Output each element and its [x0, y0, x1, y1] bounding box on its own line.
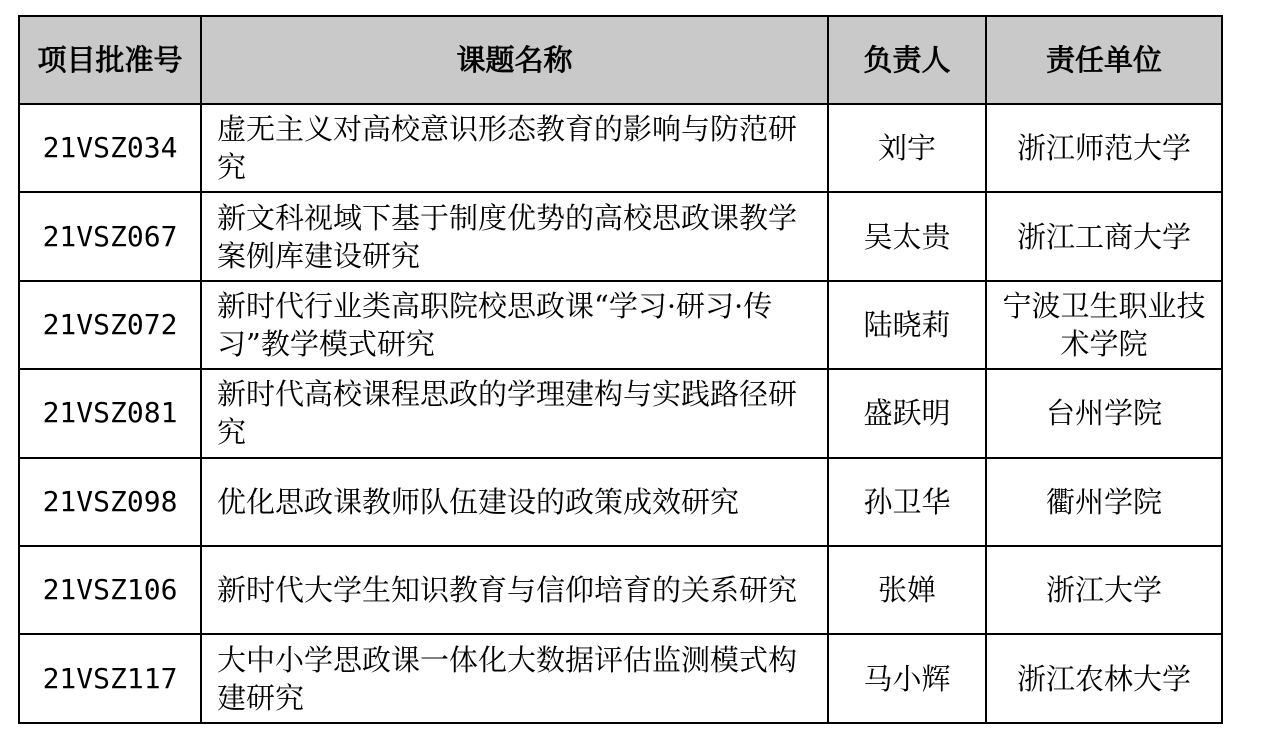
cell-unit: 浙江农林大学: [986, 634, 1222, 722]
cell-topic: 大中小学思政课一体化大数据评估监测模式构建研究: [201, 634, 828, 722]
cell-unit: 浙江工商大学: [986, 192, 1222, 280]
cell-person: 张婵: [828, 546, 986, 634]
project-table-container: [18, 15, 1223, 724]
cell-person: 马小辉: [828, 634, 986, 722]
cell-unit: 台州学院: [986, 369, 1222, 457]
cell-topic: 新时代行业类高职院校思政课“学习·研习·传习”教学模式研究: [201, 281, 828, 369]
table-row: [19, 104, 1222, 192]
cell-project-id: 21VSZ067: [19, 192, 201, 280]
cell-person: 孙卫华: [828, 458, 986, 546]
cell-topic: 优化思政课教师队伍建设的政策成效研究: [201, 458, 828, 546]
header-unit: 责任单位: [986, 16, 1222, 104]
cell-person: 吴太贵: [828, 192, 986, 280]
cell-unit: 宁波卫生职业技术学院: [986, 281, 1222, 369]
cell-project-id: 21VSZ098: [19, 458, 201, 546]
table-row: [19, 458, 1222, 546]
cell-unit: 衢州学院: [986, 458, 1222, 546]
header-project-id: 项目批准号: [19, 16, 201, 104]
header-person: 负责人: [828, 16, 986, 104]
header-topic: 课题名称: [201, 16, 828, 104]
cell-project-id: 21VSZ117: [19, 634, 201, 722]
cell-project-id: 21VSZ106: [19, 546, 201, 634]
table-row: [19, 546, 1222, 634]
table-row: [19, 634, 1222, 722]
cell-project-id: 21VSZ072: [19, 281, 201, 369]
table-row: [19, 281, 1222, 369]
cell-topic: 新时代高校课程思政的学理建构与实践路径研究: [201, 369, 828, 457]
cell-project-id: 21VSZ034: [19, 104, 201, 192]
cell-topic: 新时代大学生知识教育与信仰培育的关系研究: [201, 546, 828, 634]
cell-unit: 浙江大学: [986, 546, 1222, 634]
table-row: [19, 192, 1222, 280]
cell-person: 陆晓莉: [828, 281, 986, 369]
cell-unit: 浙江师范大学: [986, 104, 1222, 192]
cell-person: 刘宇: [828, 104, 986, 192]
table-header-row: [19, 16, 1222, 104]
table-row: [19, 369, 1222, 457]
cell-person: 盛跃明: [828, 369, 986, 457]
cell-topic: 虚无主义对高校意识形态教育的影响与防范研究: [201, 104, 828, 192]
project-table: [18, 15, 1223, 724]
cell-topic: 新文科视域下基于制度优势的高校思政课教学案例库建设研究: [201, 192, 828, 280]
cell-project-id: 21VSZ081: [19, 369, 201, 457]
